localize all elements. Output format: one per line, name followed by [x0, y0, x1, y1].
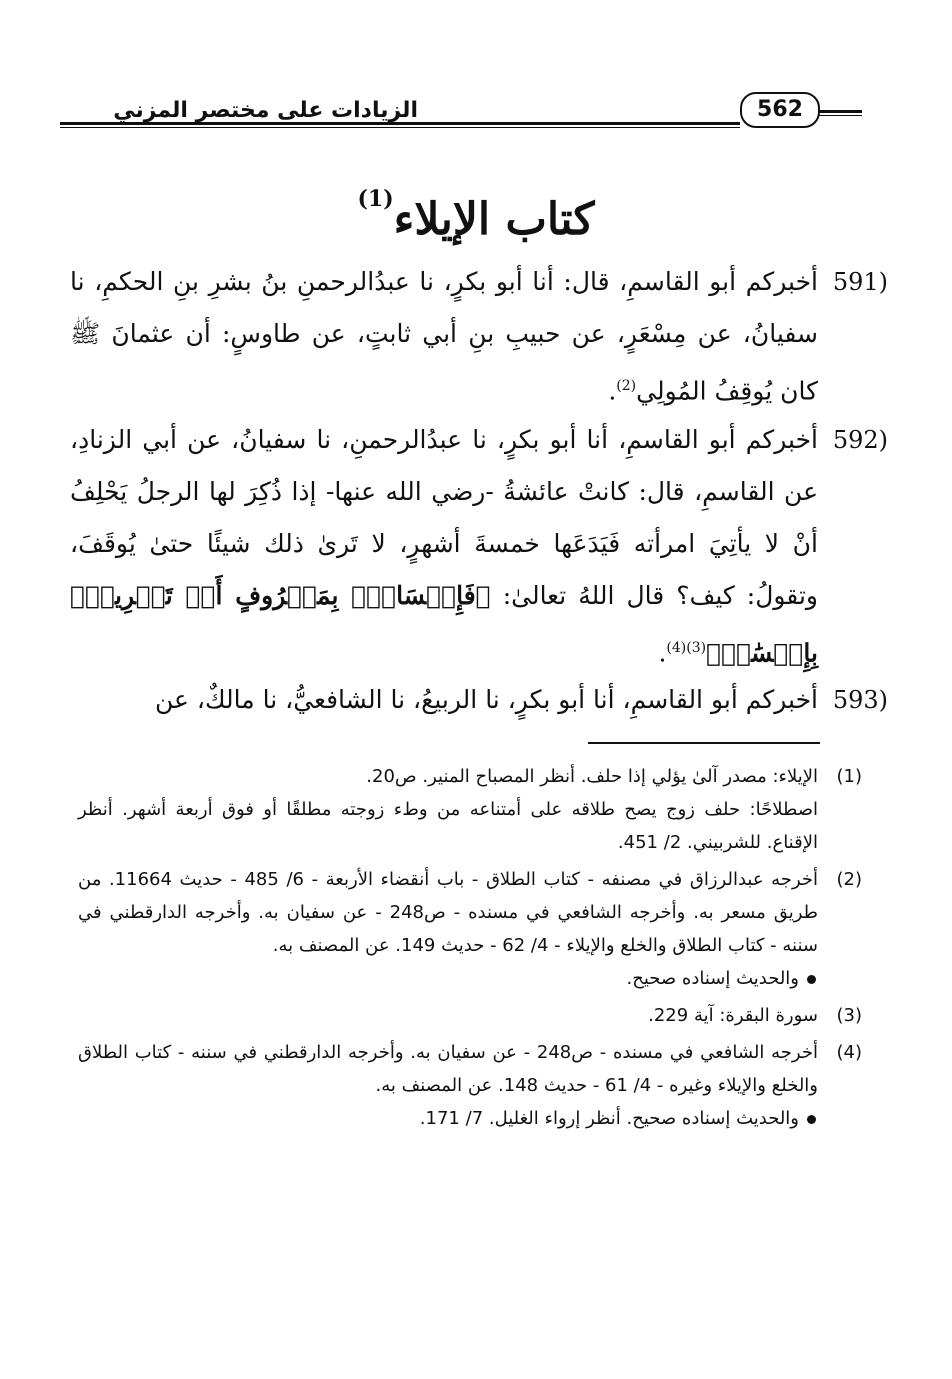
hadith-end: .	[658, 638, 667, 668]
footnote-bullet-line	[78, 962, 818, 995]
footnote-number: (2)	[836, 869, 862, 890]
footnote-line: الإيلاء: مصدر آلىٰ يؤلي إذا حلف. أنظر المصباح المنير. ص20.	[366, 766, 818, 787]
hadith-number: 591)	[832, 268, 888, 296]
hadith-591	[70, 256, 888, 417]
chapter-title-footnote-ref: (1)	[357, 186, 394, 212]
hadith-text: أخبركم أبو القاسمِ، أنا أبو بكرٍ، نا الربيعُ، نا الشافعيُّ، نا مالكٌ، عن	[155, 685, 818, 714]
hadith-593	[70, 674, 888, 726]
footnote-ref: (2)	[616, 378, 637, 394]
hadith-592	[70, 414, 888, 679]
footnote-number: (4)	[836, 1042, 862, 1063]
footnote-bullet-line	[78, 1102, 818, 1135]
footnote-line: اصطلاحًا: حلف زوج يصح طلاقه على أمتناعه من وطء زوجته مطلقًا أو فوق أربعة أشهر. أنظر الإقناع. للشربيني. 2/ 451.	[78, 799, 818, 853]
page-number: 562	[740, 92, 820, 128]
hadith-number: 592)	[832, 426, 888, 454]
quran-verse: ﴿فَإِمۡسَاكُۢ بِمَعۡرُوفٍ أَوۡ تَسۡرِيحُۢ بِإِحۡسَٰنٖ﴾	[70, 581, 818, 668]
footnote-number: (1)	[836, 766, 862, 787]
footnote-bullet-text: والحديث إسناده صحيح.	[626, 968, 799, 989]
footnote-separator	[588, 742, 820, 744]
footnote-1	[78, 760, 862, 859]
footnote-line: أخرجه عبدالرزاق في مصنفه - كتاب الطلاق - باب أنقضاء الأربعة - 6/ 485 - حديث 11664. من طريق مسعر به. وأخرجه الشافعي في مسنده - ص248 - عن سفيان به. وأخرجه الدارقطني في سننه - كتاب الطلاق والخلع والإيلاء - 4/ 62 - حديث 149. عن المصنف به.	[78, 869, 818, 956]
header-rule-tail-thin	[818, 115, 862, 116]
chapter-title	[0, 186, 952, 245]
hadith-number: 593)	[832, 686, 888, 714]
hadith-end: .	[608, 376, 617, 406]
hadith-text: أخبركم أبو القاسمِ، قال: أنا أبو بكرٍ، نا عبدُالرحمنِ بنُ بشرِ بنِ الحكمِ، نا سفيانُ، عن مِسْعَرٍ، عن حبيبِ بنِ أبي ثابتٍ، عن طاوسٍ: أن عثمانَ ﷺ كان يُوقِفُ المُولِي	[70, 267, 818, 406]
footnotes	[78, 760, 862, 1139]
footnote-number: (3)	[836, 1005, 862, 1026]
footnote-4	[78, 1036, 862, 1135]
footnote-3	[78, 999, 862, 1032]
footnote-line: أخرجه الشافعي في مسنده - ص248 - عن سفيان به. وأخرجه الدارقطني في سننه - كتاب الطلاق والخلع والإيلاء وغيره - 4/ 61 - حديث 148. عن المصنف به.	[78, 1042, 818, 1096]
header-rule-thin	[60, 127, 740, 128]
bullet-icon	[807, 1115, 816, 1124]
footnote-bullet-text: والحديث إسناده صحيح. أنظر إرواء الغليل. 7/ 171.	[419, 1108, 799, 1129]
header-rule-tail	[818, 110, 862, 113]
footnote-ref: (3)(4)	[666, 640, 707, 656]
footnote-2	[78, 863, 862, 995]
hadith-text: أخبركم أبو القاسمِ، أنا أبو بكرٍ، نا عبدُالرحمنِ، نا سفيانُ، عن أبي الزنادِ، عن القاسمِ، قال: كانتْ عائشةُ -رضي الله عنها- إذا ذُكِرَ لها الرجلُ يَحْلِفُ أنْ لا يأتِيَ امرأته فَيَدَعَها خمسةَ أشهرٍ، لا تَرىٰ ذلك شيئًا حتىٰ يُوقَفَ، وتقولُ: كيف؟ قال اللهُ تعالىٰ:	[70, 425, 818, 610]
footnote-line: سورة البقرة: آية 229.	[648, 1005, 818, 1026]
header-title: الزيادات على مختصر المزني	[113, 98, 418, 123]
bullet-icon	[807, 975, 816, 984]
running-header	[60, 92, 820, 132]
chapter-title-text: كتاب الإيلاء	[393, 194, 595, 245]
